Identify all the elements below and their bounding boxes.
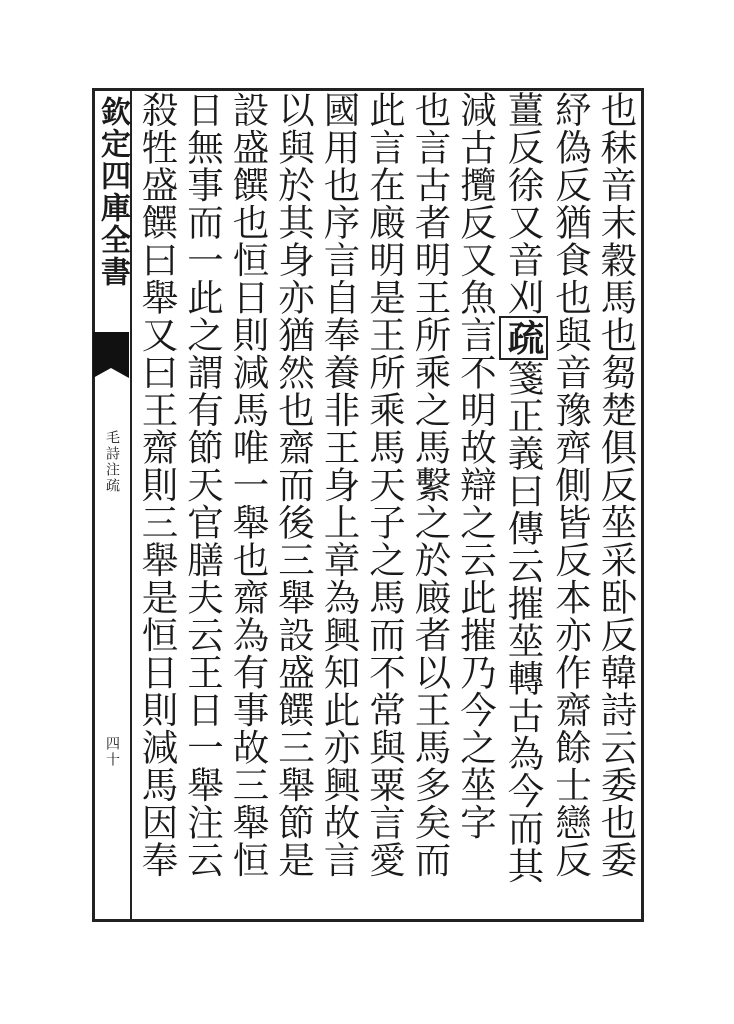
text-fragment: 箋正義曰傳云摧莝轉古為今而其 <box>502 359 545 885</box>
page-number: 四十 <box>104 736 120 768</box>
text-column: 以與於其身亦猶然也齋而後三舉設盛饌三舉節是 <box>272 91 316 879</box>
text-column <box>134 91 135 919</box>
fish-tail-mark <box>93 332 129 368</box>
text-column <box>499 91 549 919</box>
text-column: 殺牲盛饌曰舉又曰王齋則三舉是恒日則減馬因奉 <box>136 91 179 879</box>
commentary-mark: 疏 <box>499 316 549 360</box>
library-title: 欽定四庫全書 <box>95 96 130 288</box>
text-column: 紓偽反猶食也與音豫齊側皆反本亦作齋餘士戀反 <box>549 91 593 879</box>
text-column: 減古攬反又魚言不明故辯之云此摧乃今之莝字 <box>454 91 498 841</box>
text-column: 日無事而一此之謂有節天官膳夫云王日一舉注云 <box>181 91 225 879</box>
main-text <box>134 91 639 919</box>
text-fragment: 薑反徐又音刈 <box>502 91 545 316</box>
text-column: 也言古者明王所乘之馬繫之於廄者以王馬多矣而 <box>409 91 452 879</box>
book-title: 毛詩注疏 <box>104 430 120 494</box>
text-column: 國用也序言自奉養非王身上章為興知此亦興故言 <box>318 91 361 879</box>
text-column: 此言在廄明是王所乘馬天子之馬而不常與粟言愛 <box>363 91 407 879</box>
text-column: 設盛饌也恒日則減馬唯一舉也齋為有事故三舉恒 <box>227 91 270 879</box>
text-column: 也秣音末穀馬也芻楚俱反莝采卧反韓詩云委也委 <box>595 91 638 879</box>
